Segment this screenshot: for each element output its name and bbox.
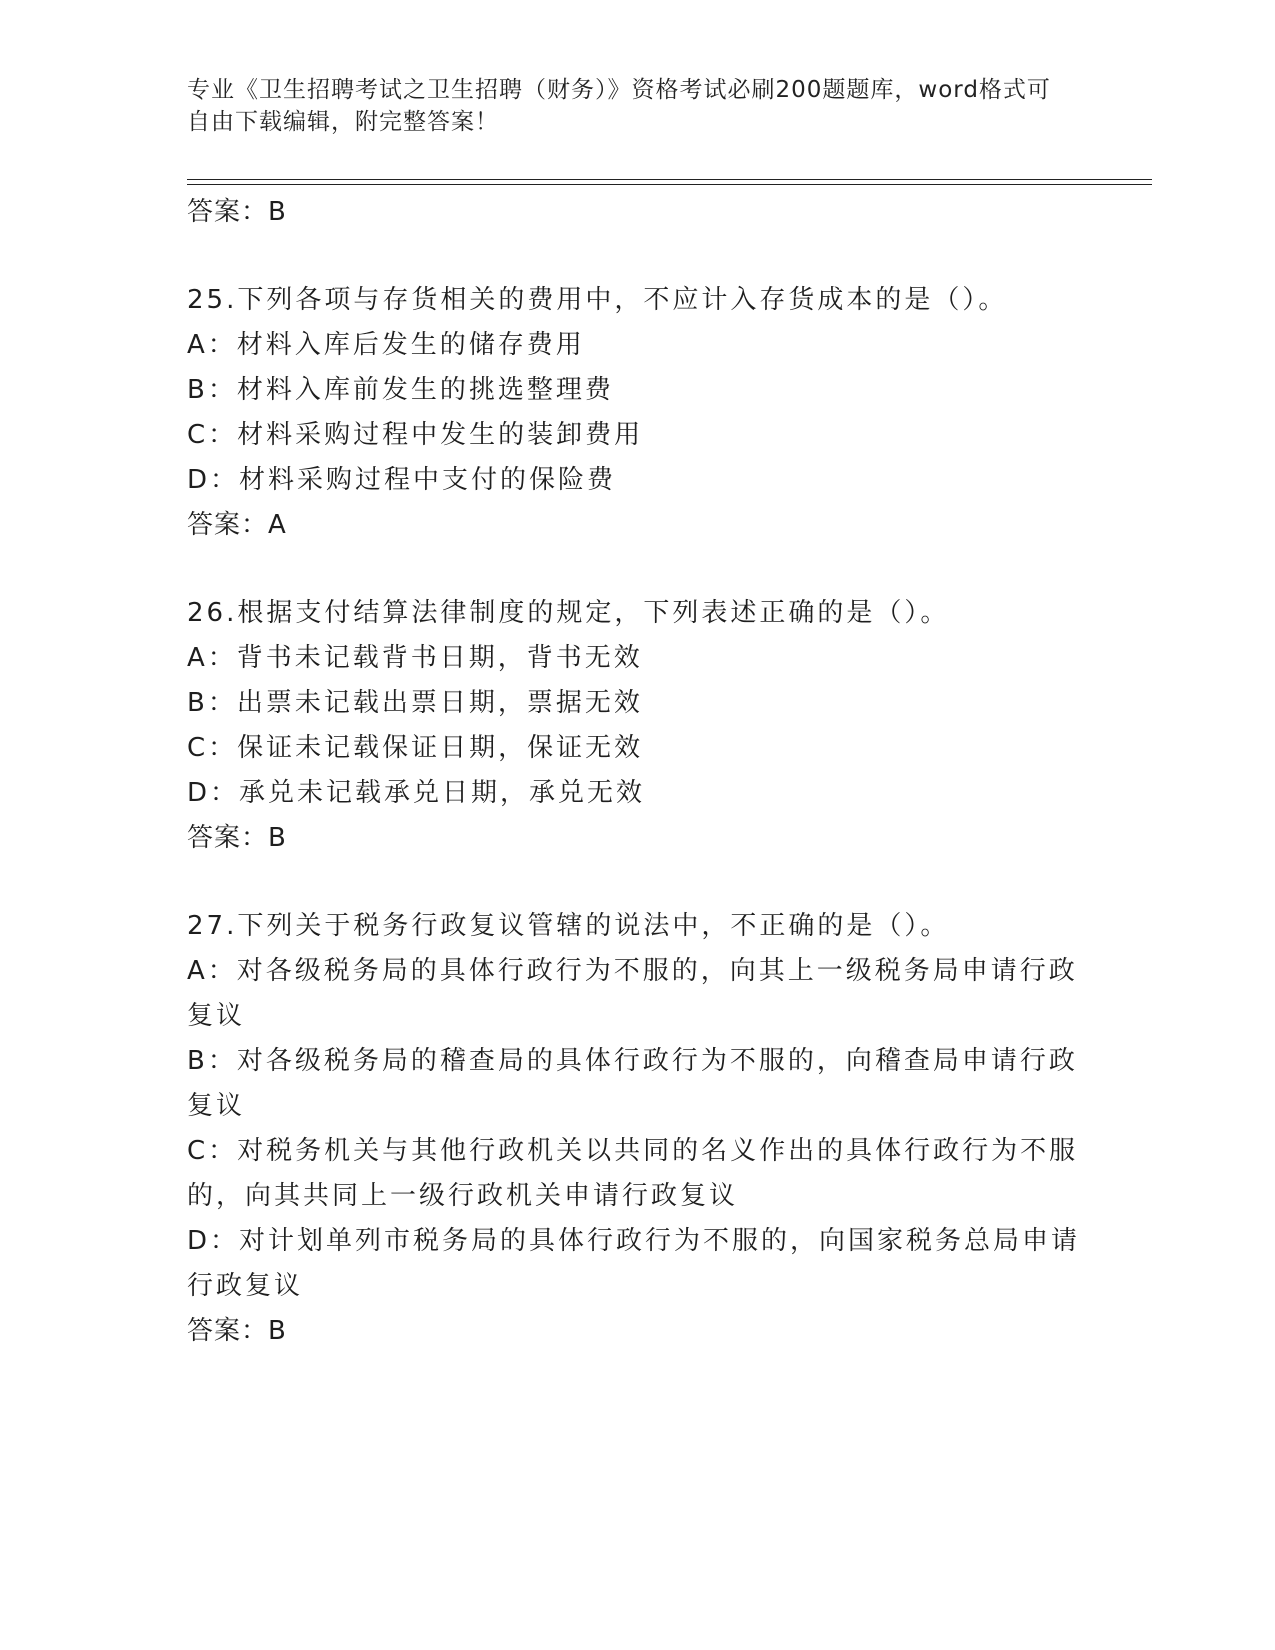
option-a: A：对各级税务局的具体行政行为不服的，向其上一级税务局申请行政复议 [187,956,1078,1031]
option-d: D：对计划单列市税务局的具体行政行为不服的，向国家税务总局申请行政复议 [187,1226,1081,1301]
header-rule-bottom [187,184,1152,185]
option-d: D：承兑未记载承兑日期，承兑无效 [187,778,646,808]
answer-text: 答案：B [187,197,287,227]
answer-text: 答案：B [187,823,287,853]
option-b: B：出票未记载出票日期，票据无效 [187,688,643,718]
question-stem: 25.下列各项与存货相关的费用中，不应计入存货成本的是（）。 [187,285,1008,315]
header-rule-top [187,179,1152,180]
question-block-26 [187,591,1087,861]
page-header: 专业《卫生招聘考试之卫生招聘（财务）》资格考试必刷200题题库，word格式可自由下载编辑，附完整答案！ [187,77,1051,135]
option-b: B：材料入库前发生的挑选整理费 [187,375,614,405]
question-stem: 26.根据支付结算法律制度的规定，下列表述正确的是（）。 [187,598,950,628]
option-c: C：保证未记载保证日期，保证无效 [187,733,644,763]
option-c: C：材料采购过程中发生的装卸费用 [187,420,644,450]
option-c: C：对税务机关与其他行政机关以共同的名义作出的具体行政行为不服的，向其共同上一级行政机关申请行政复议 [187,1136,1079,1211]
option-a: A：背书未记载背书日期，背书无效 [187,643,643,673]
option-b: B：对各级税务局的稽查局的具体行政行为不服的，向稽查局申请行政复议 [187,1046,1078,1121]
question-block-25 [187,278,1087,548]
question-block-27 [187,904,1087,1354]
answer-text: 答案：B [187,1316,287,1346]
option-a: A：材料入库后发生的储存费用 [187,330,585,360]
question-list [187,190,1087,1354]
question-stem: 27.下列关于税务行政复议管辖的说法中，不正确的是（）。 [187,911,950,941]
answer-text: 答案：A [187,510,287,540]
option-d: D：材料采购过程中支付的保险费 [187,465,617,495]
